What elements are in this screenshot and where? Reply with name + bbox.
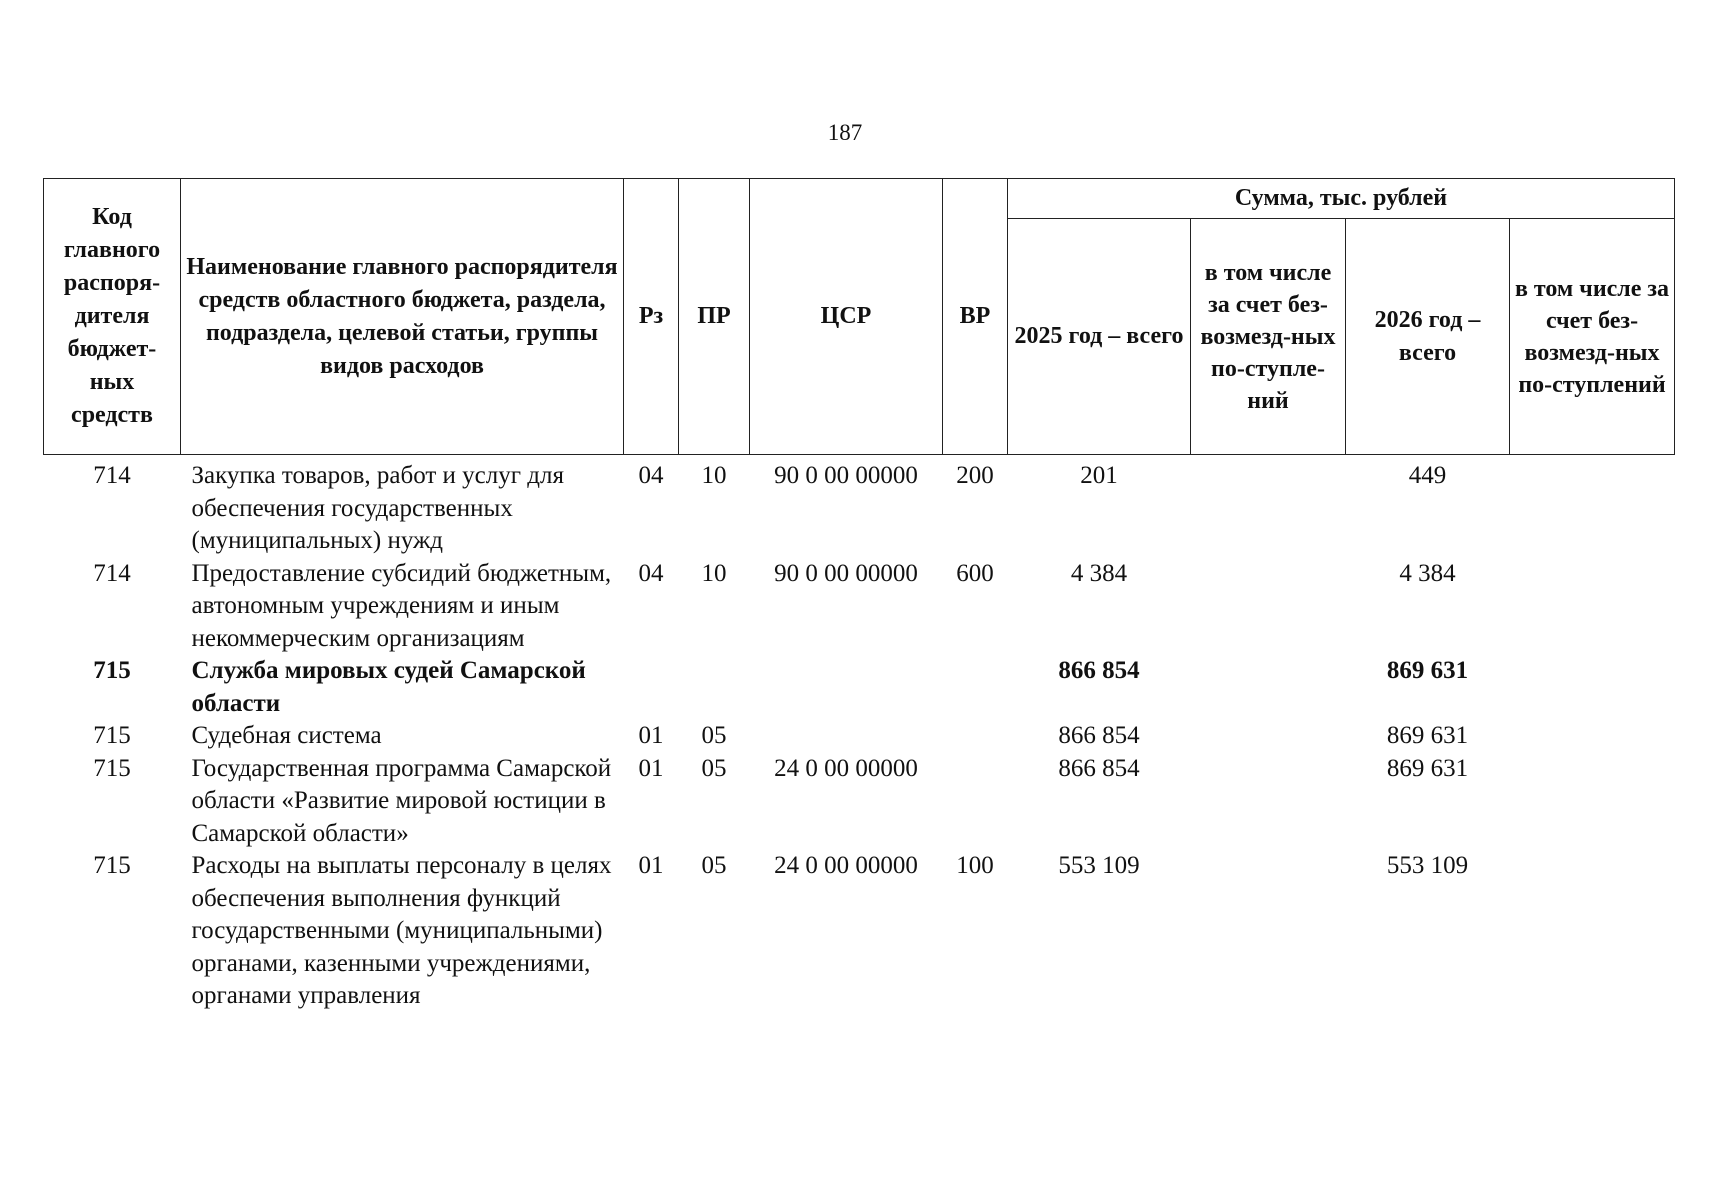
cell-csr: 24 0 00 00000 (774, 852, 918, 879)
cell-2026-total: 869 631 (1386, 754, 1469, 782)
cell-2026-total: 553 109 (1386, 852, 1469, 879)
table-row (44, 720, 1675, 753)
header-2025-total: 2025 год – всего (1008, 219, 1191, 455)
cell-2026-incl (1510, 655, 1675, 720)
cell-name: Закупка товаров, работ и услуг для обеспечения государственных (муниципальных) нужд (191, 462, 564, 554)
cell-rz: 01 (638, 754, 664, 782)
cell-code: 715 (93, 852, 131, 879)
cell-2025-incl (1191, 850, 1346, 1013)
cell-vr: 200 (956, 462, 994, 489)
cell-2026-incl (1510, 558, 1675, 656)
table-row (44, 753, 1675, 851)
cell-name: Служба мировых судей Самарской области (191, 657, 586, 717)
cell-vr: 100 (956, 852, 994, 879)
budget-table (43, 178, 1675, 1013)
cell-vr (943, 655, 1008, 720)
table-body (44, 455, 1675, 1013)
cell-2026-incl (1510, 850, 1675, 1013)
cell-2025-incl (1191, 655, 1346, 720)
cell-2026-total: 869 631 (1386, 657, 1469, 684)
cell-2025-incl (1191, 455, 1346, 558)
header-code: Код главного распоря-дителя бюджет-ных средств (44, 179, 181, 455)
table-row (44, 455, 1675, 558)
cell-2026-total: 4 384 (1399, 559, 1456, 587)
cell-2025-total: 4 384 (1070, 559, 1128, 587)
cell-2026-incl (1510, 455, 1675, 558)
cell-rz: 04 (638, 462, 664, 489)
cell-rz: 01 (638, 722, 664, 749)
cell-2026-incl (1510, 720, 1675, 753)
header-2026-total: 2026 год – всего (1346, 219, 1510, 455)
cell-2025-total: 866 854 (1058, 657, 1140, 684)
header-name: Наименование главного распорядителя средств областного бюджета, раздела, подраздела, целевой статьи, группы видов расходов (181, 179, 624, 455)
header-sum-group: Сумма, тыс. рублей (1008, 179, 1675, 219)
cell-2025-total: 866 854 (1058, 722, 1140, 749)
cell-pr: 05 (701, 852, 727, 879)
cell-csr: 90 0 00 00000 (774, 462, 918, 489)
cell-pr (679, 655, 750, 720)
header-pr: ПР (679, 179, 750, 455)
cell-rz: 01 (638, 852, 664, 879)
cell-2026-incl (1510, 753, 1675, 851)
cell-pr: 10 (701, 462, 727, 489)
cell-csr: 24 0 00 00000 (774, 754, 918, 782)
cell-name: Судебная система (191, 722, 382, 749)
cell-vr (943, 720, 1008, 753)
cell-2025-total: 553 109 (1058, 852, 1140, 879)
cell-code: 715 (93, 657, 131, 684)
cell-2026-total: 449 (1408, 462, 1447, 489)
header-2025-incl: в том числе за счет без-возмезд-ных по-ступле-ний (1191, 219, 1346, 455)
page-number: 187 (827, 120, 863, 145)
table-row (44, 655, 1675, 720)
cell-code: 715 (93, 722, 131, 749)
cell-rz (624, 655, 679, 720)
cell-vr: 600 (956, 559, 994, 587)
cell-rz: 04 (638, 559, 664, 587)
cell-2026-total: 869 631 (1386, 722, 1469, 749)
cell-2025-total: 201 (1080, 462, 1118, 489)
cell-2025-incl (1191, 753, 1346, 851)
header-rz: Рз (624, 179, 679, 455)
cell-name: Предоставление субсидий бюджетным, автономным учреждениям и иным некоммерческим организациям (191, 559, 612, 652)
header-csr: ЦСР (750, 179, 943, 455)
cell-csr (750, 720, 943, 753)
cell-code: 715 (93, 754, 131, 782)
cell-csr (750, 655, 943, 720)
cell-pr: 05 (701, 754, 727, 782)
cell-name: Расходы на выплаты персоналу в целях обеспечения выполнения функций государственными (муниципальными) органами, казенными учреждениями, органами управления (191, 852, 612, 1009)
cell-pr: 10 (701, 559, 727, 587)
header-2026-incl: в том числе за счет без-возмезд-ных по-ступлений (1510, 219, 1675, 455)
cell-vr (943, 753, 1008, 851)
cell-2025-incl (1191, 558, 1346, 656)
header-vr: ВР (943, 179, 1008, 455)
cell-2025-total: 866 854 (1058, 754, 1140, 782)
cell-code: 714 (93, 462, 131, 489)
table-row (44, 558, 1675, 656)
cell-code: 714 (93, 559, 131, 587)
table-row (44, 850, 1675, 1013)
cell-name: Государственная программа Самарской области «Развитие мировой юстиции в Самарской области» (191, 754, 612, 847)
cell-pr: 05 (701, 722, 727, 749)
cell-2025-incl (1191, 720, 1346, 753)
cell-csr: 90 0 00 00000 (774, 559, 918, 587)
